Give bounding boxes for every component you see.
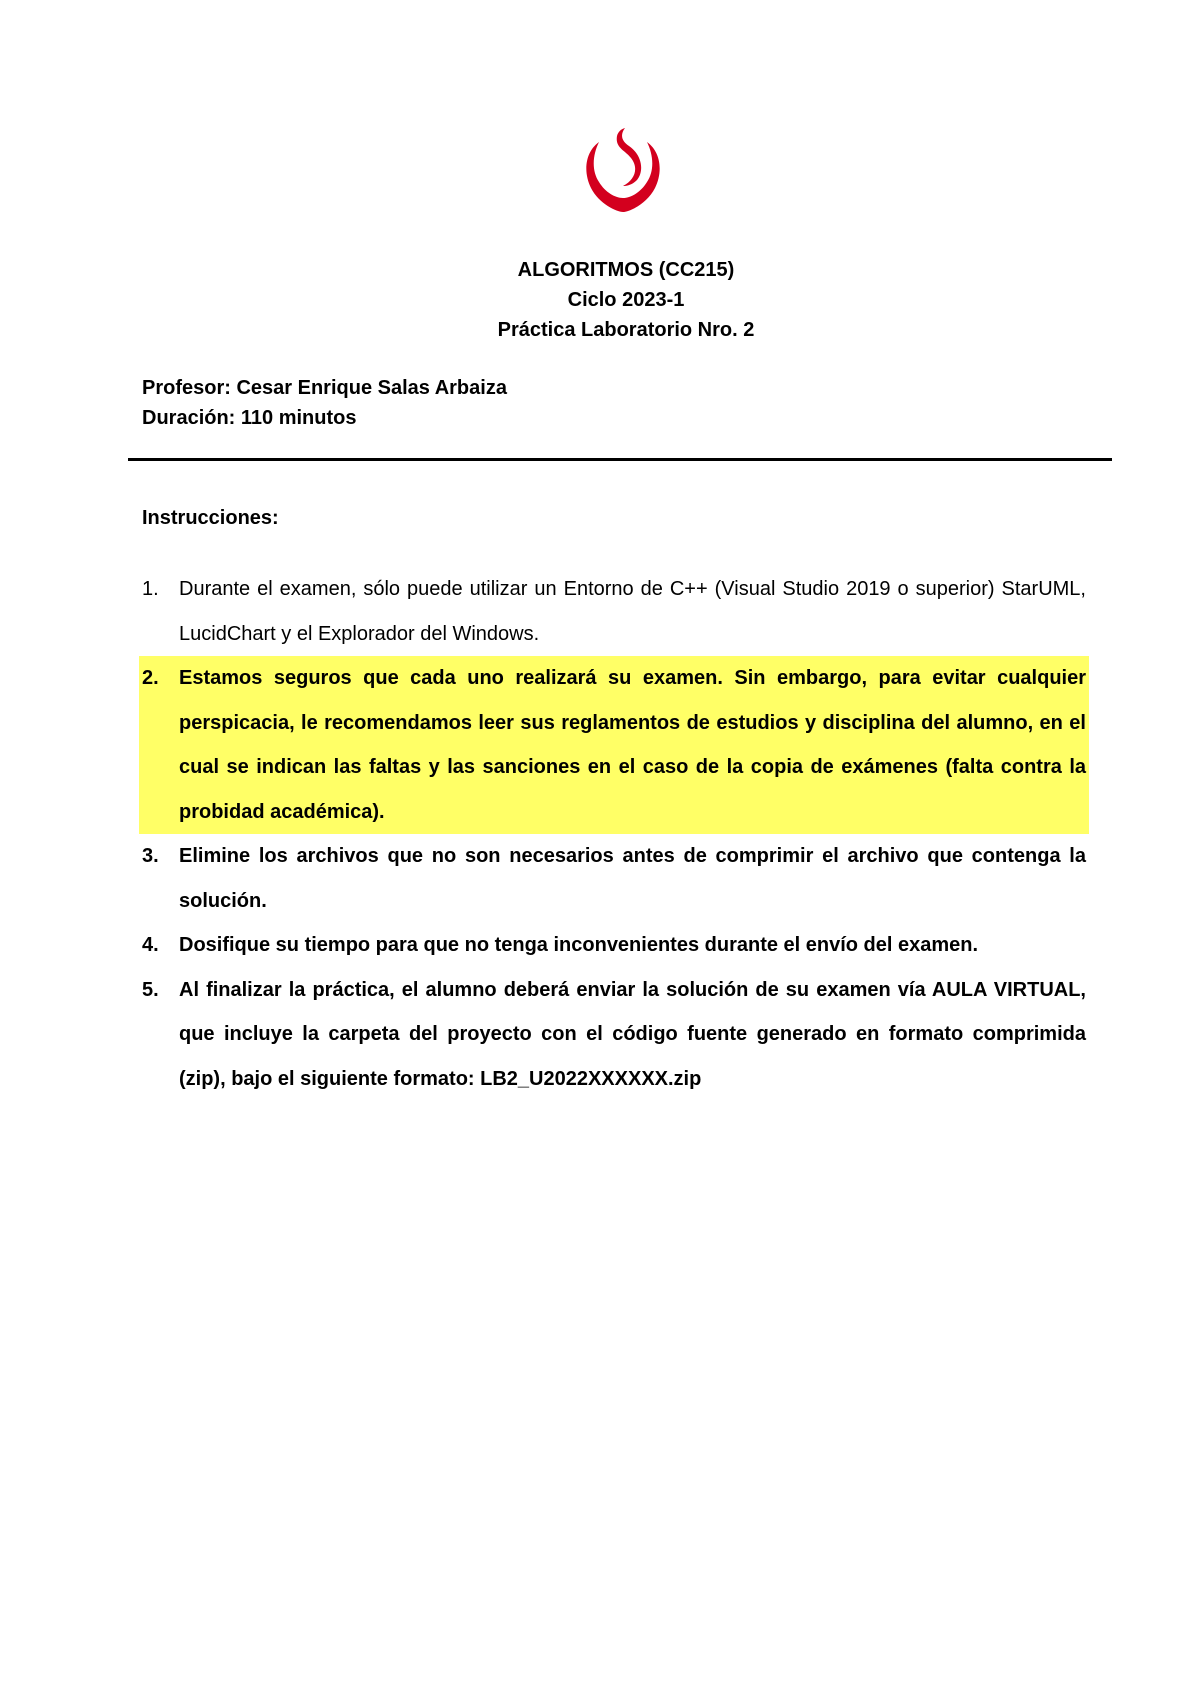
instructions-heading: Instrucciones: (142, 507, 279, 529)
instruction-number: 5. (142, 978, 159, 1001)
instruction-number: 1. (142, 578, 159, 600)
document-header (0, 255, 1200, 345)
professor-line: Profesor: Cesar Enrique Salas Arbaiza (142, 377, 507, 399)
instruction-text: Estamos seguros que cada uno realizará su examen. Sin embargo, para evitar cualquier perspicacia, le recomendamos leer sus reglamentos de estudios y disciplina del alumno, en el cual se indican las faltas y las sanciones en el caso de la copia de exámenes (falta contra la probidad académica). (179, 667, 1086, 823)
instruction-item-2 (139, 656, 1089, 834)
course-title: ALGORITMOS (CC215) (517, 259, 735, 281)
duration-line: Duración: 110 minutos (142, 407, 357, 429)
instruction-item-1 (142, 567, 1086, 656)
instruction-number: 4. (142, 934, 159, 956)
practice-title: Práctica Laboratorio Nro. 2 (497, 319, 755, 341)
horizontal-divider (128, 458, 1112, 461)
instruction-text: Dosifique su tiempo para que no tenga inconvenientes durante el envío del examen. (179, 934, 979, 956)
instructions-list (142, 567, 1086, 1101)
instruction-number: 2. (142, 667, 159, 689)
instruction-item-3 (142, 834, 1086, 923)
instruction-item-5 (142, 968, 1086, 1102)
instruction-text: Al finalizar la práctica, el alumno deberá enviar la solución de su examen vía AULA VIRTUAL, que incluye la carpeta del proyecto con el código fuente generado en formato comprimida (zip), bajo el siguiente formato: LB2_U2022XXXXXX.zip (179, 978, 1086, 1090)
instruction-number: 3. (142, 845, 159, 867)
exam-meta (142, 373, 507, 433)
cycle-label: Ciclo 2023-1 (567, 289, 685, 311)
instruction-text: Durante el examen, sólo puede utilizar un Entorno de C++ (Visual Studio 2019 o superior) StarUML, LucidChart y el Explorador del Windows. (179, 578, 1086, 645)
upc-flame-logo-icon (583, 128, 663, 212)
instruction-item-4 (142, 923, 1086, 968)
instruction-text: Elimine los archivos que no son necesarios antes de comprimir el archivo que contenga la solución. (179, 845, 1086, 912)
